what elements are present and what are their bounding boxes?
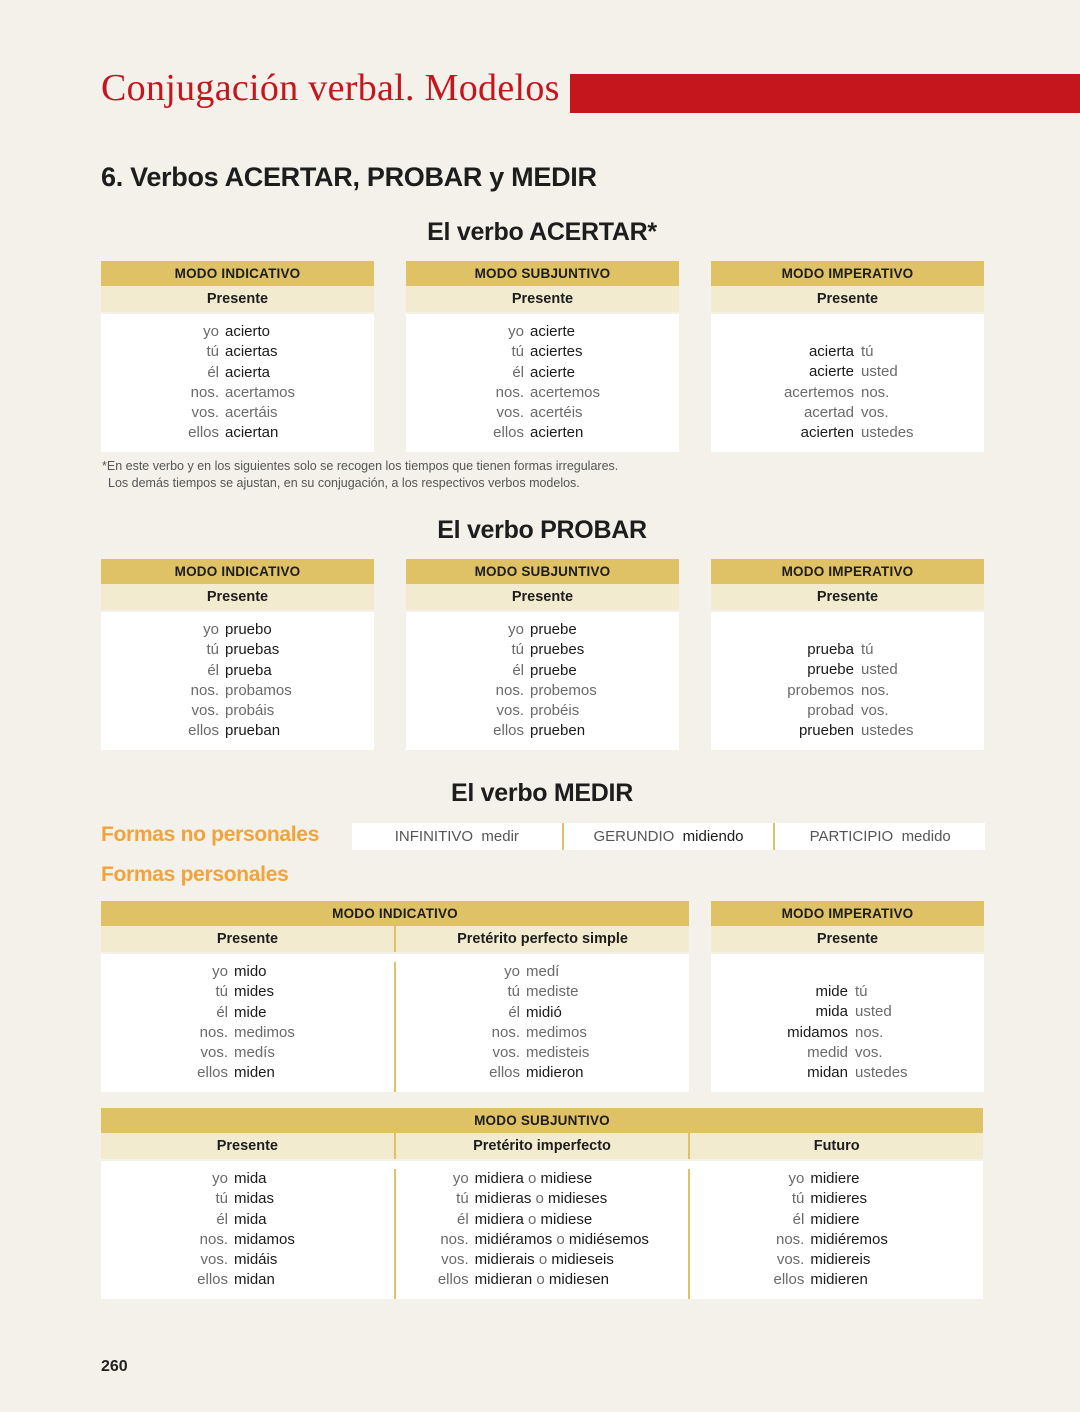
conjugation-row: [396, 1003, 689, 1023]
conjugation-row: [101, 322, 374, 342]
verb-form: midamos: [787, 1023, 848, 1041]
verb-form: midiéremos: [810, 1230, 888, 1248]
conjugation-list: [711, 954, 984, 1092]
pronoun: vos.: [191, 702, 219, 720]
tense-header-row: [101, 926, 689, 952]
verb-form: medid: [807, 1043, 848, 1061]
pronoun: tú: [507, 983, 520, 1001]
conjugation-list: [406, 314, 679, 452]
conjugation-row: [406, 640, 679, 660]
conjugation-row: [711, 681, 984, 701]
pronoun: nos.: [861, 383, 890, 401]
pronoun: vos.: [855, 1043, 883, 1061]
pronoun: nos.: [190, 681, 219, 699]
verb-form: midieseis: [551, 1251, 614, 1269]
or-separator: o: [556, 1230, 565, 1248]
conjugation-row: [406, 322, 679, 342]
verb-form: aciertes: [530, 343, 583, 361]
gerundio-label: GERUNDIO: [593, 828, 675, 845]
verb-form: acierten: [800, 424, 854, 442]
conjugation-row: [690, 1230, 983, 1250]
verb-form: midan: [807, 1064, 848, 1082]
pronoun: nos.: [855, 1023, 884, 1041]
tense-header: Presente: [101, 286, 374, 312]
conjugation-row: [101, 962, 394, 982]
acertar-subjuntivo-card: [406, 261, 679, 452]
pronoun: él: [216, 1210, 228, 1228]
page-number: 260: [101, 1358, 128, 1375]
conjugation-row: [101, 1023, 394, 1043]
presente-column: [101, 962, 394, 1092]
conjugation-row: [711, 362, 984, 382]
pronoun: él: [207, 363, 219, 381]
verb-form: aciertas: [225, 343, 278, 361]
verb-form: mide: [815, 983, 848, 1000]
conjugation-row: [101, 1270, 394, 1290]
pronoun: vos.: [496, 702, 524, 720]
verb-form: probéis: [530, 702, 580, 720]
pronoun: él: [508, 1003, 520, 1021]
participio-value: medido: [901, 828, 951, 845]
conjugation-list: [711, 314, 984, 452]
conjugation-row: [711, 383, 984, 403]
conjugation-row: [396, 1043, 689, 1063]
pronoun: vos.: [191, 404, 219, 422]
pronoun: ellos: [188, 722, 219, 740]
verb-form: mediste: [526, 983, 579, 1001]
conjugation-row: [101, 681, 374, 701]
verb-form: acertéis: [530, 404, 583, 422]
conjugation-row: [396, 1250, 689, 1270]
pronoun: yo: [203, 323, 219, 340]
pronoun: él: [512, 661, 524, 679]
verb-form: midas: [234, 1190, 275, 1208]
probar-title: El verbo PROBAR: [437, 516, 647, 544]
verb-form: mida: [815, 1003, 848, 1021]
conjugation-row: [711, 1002, 984, 1022]
pronoun: usted: [855, 1003, 892, 1021]
pronoun: nos.: [199, 1023, 228, 1041]
verb-form: probad: [807, 701, 854, 719]
conjugation-columns: [101, 954, 689, 1092]
verb-form: midiereis: [810, 1251, 871, 1269]
verb-form: miden: [234, 1064, 275, 1082]
pronoun: vos.: [492, 1044, 520, 1062]
conjugation-row: [406, 363, 679, 383]
tense-header: Presente: [101, 584, 374, 610]
pronoun: yo: [203, 621, 219, 638]
conjugation-columns: [101, 1161, 983, 1299]
verb-form: midieran: [474, 1271, 533, 1289]
conjugation-row: [101, 383, 374, 403]
verb-form: medís: [234, 1044, 275, 1062]
formas-personales-heading: Formas personales: [101, 863, 289, 886]
futuro-column: [688, 1169, 983, 1299]
conjugation-row: [101, 1230, 394, 1250]
conjugation-row: [396, 1023, 689, 1043]
conjugation-row: [101, 1169, 394, 1189]
pronoun: ellos: [197, 1271, 228, 1289]
pronoun: nos.: [495, 681, 524, 699]
conjugation-row: [690, 1210, 983, 1230]
verb-form: medisteis: [526, 1044, 590, 1062]
pronoun: ellos: [437, 1271, 469, 1289]
conjugation-row: [101, 1063, 394, 1083]
page-header-title: Conjugación verbal. Modelos: [101, 67, 560, 109]
verb-form: prueben: [798, 722, 854, 740]
verb-form: midiere: [810, 1210, 860, 1228]
presente-column: [101, 1169, 394, 1299]
verb-form: acertamos: [225, 383, 296, 401]
mode-header: MODO IMPERATIVO: [711, 261, 984, 286]
verb-form: medimos: [526, 1023, 587, 1041]
conjugation-row: [406, 681, 679, 701]
pronoun: usted: [861, 363, 898, 381]
pronoun: tú: [206, 641, 219, 659]
conjugation-row: [101, 721, 374, 741]
or-separator: o: [538, 1251, 548, 1269]
conjugation-list: [711, 612, 984, 750]
gerundio-cell: [564, 823, 776, 850]
pronoun: nos.: [861, 681, 890, 699]
verb-form: mide: [234, 1003, 267, 1021]
conjugation-row: [101, 1210, 394, 1230]
or-separator: o: [528, 1170, 537, 1187]
pronoun: nos.: [495, 383, 524, 401]
section-title: 6. Verbos ACERTAR, PROBAR y MEDIR: [101, 162, 597, 192]
conjugation-row: [711, 660, 984, 680]
pronoun: nos.: [775, 1230, 805, 1248]
conjugation-row: [711, 982, 984, 1002]
verb-form: acertemos: [783, 383, 854, 401]
verb-form: prueba: [225, 661, 272, 679]
verb-form: midiese: [540, 1170, 593, 1187]
verb-form: acierto: [225, 323, 271, 340]
conjugation-list: [101, 612, 374, 750]
verb-form: aciertan: [225, 424, 279, 442]
conjugation-row: [711, 1043, 984, 1063]
conjugation-row: [711, 403, 984, 423]
footnote-line: *En este verbo y en los siguientes solo se recogen los tiempos que tienen formas irregulares.: [102, 459, 619, 473]
verb-form: midiéramos: [474, 1230, 553, 1248]
verb-form: pruebas: [225, 641, 280, 659]
mode-header: MODO INDICATIVO: [101, 261, 374, 286]
pronoun: yo: [788, 1170, 805, 1187]
mode-header: MODO IMPERATIVO: [711, 901, 984, 926]
conjugation-row: [101, 1003, 394, 1023]
conjugation-row: [711, 721, 984, 741]
conjugation-row: [711, 701, 984, 721]
verb-form: midieron: [526, 1064, 584, 1082]
verb-form: mides: [234, 983, 275, 1001]
participio-label: PARTICIPIO: [809, 828, 894, 845]
tense-header: Presente: [101, 1133, 394, 1159]
conjugation-row: [396, 1189, 689, 1209]
mode-header: MODO SUBJUNTIVO: [406, 559, 679, 584]
conjugation-row: [690, 1189, 983, 1209]
tense-header: Presente: [406, 584, 679, 610]
conjugation-row: [101, 620, 374, 640]
pronoun: ellos: [773, 1271, 805, 1289]
pronoun: yo: [212, 963, 228, 980]
pronoun: tú: [215, 1190, 228, 1208]
verb-form: acierte: [808, 363, 854, 381]
pronoun: vos.: [200, 1251, 228, 1269]
tense-header: Futuro: [688, 1133, 983, 1159]
pronoun: vos.: [861, 701, 889, 719]
conjugation-row: [690, 1250, 983, 1270]
imperfecto-column: [394, 1169, 689, 1299]
formas-no-personales-bar: [352, 823, 985, 850]
or-separator: o: [528, 1210, 537, 1228]
conjugation-row: [711, 1063, 984, 1083]
verb-form: midiera: [474, 1210, 524, 1228]
pronoun: ellos: [493, 722, 524, 740]
pronoun: nos.: [440, 1230, 469, 1248]
header-red-bar: [570, 74, 1080, 113]
pronoun: vos.: [441, 1251, 469, 1269]
conjugation-row: [396, 962, 689, 982]
verb-form: midierais: [474, 1251, 535, 1269]
conjugation-row: [711, 640, 984, 660]
acertar-title: El verbo ACERTAR*: [427, 218, 657, 246]
verb-form: midieren: [810, 1271, 868, 1289]
tense-header: Presente: [711, 926, 984, 952]
pronoun: ustedes: [861, 424, 914, 442]
pronoun: tú: [791, 1190, 805, 1208]
pronoun: nos.: [190, 383, 219, 401]
verb-form: midieras: [474, 1190, 532, 1208]
medir-subjuntivo-table: [101, 1108, 983, 1299]
conjugation-row: [101, 1250, 394, 1270]
acertar-imperativo-card: [711, 261, 984, 452]
pronoun: nos.: [199, 1230, 228, 1248]
verb-form: midiera: [474, 1170, 524, 1187]
pronoun: él: [207, 661, 219, 679]
or-separator: o: [535, 1190, 544, 1208]
verb-form: probemos: [530, 681, 597, 699]
pronoun: vos.: [861, 403, 889, 421]
verb-form: midieses: [548, 1190, 608, 1208]
pronoun: él: [792, 1210, 805, 1228]
pronoun: yo: [212, 1170, 228, 1187]
mode-header: MODO SUBJUNTIVO: [101, 1108, 983, 1133]
conjugation-row: [101, 1189, 394, 1209]
verb-form: probamos: [225, 681, 292, 699]
pronoun: ellos: [188, 424, 219, 442]
conjugation-row: [101, 403, 374, 423]
verb-form: medí: [526, 963, 560, 980]
verb-form: acierte: [530, 323, 576, 340]
conjugation-row: [711, 342, 984, 362]
verb-form: pruebo: [225, 621, 272, 638]
pronoun: yo: [452, 1170, 469, 1187]
mode-header: MODO IMPERATIVO: [711, 559, 984, 584]
probar-indicativo-card: [101, 559, 374, 750]
verb-form: midamos: [234, 1230, 295, 1248]
conjugation-row: [101, 982, 394, 1002]
verb-form: mida: [234, 1170, 267, 1187]
probar-imperativo-card: [711, 559, 984, 750]
conjugation-row: [690, 1270, 983, 1290]
verb-form: prueban: [225, 722, 281, 740]
medir-indicativo-table: [101, 901, 689, 1092]
pronoun: él: [216, 1003, 228, 1021]
pronoun: tú: [511, 641, 524, 659]
conjugation-row: [396, 1210, 689, 1230]
conjugation-row: [406, 383, 679, 403]
pronoun: nos.: [491, 1023, 520, 1041]
conjugation-row: [101, 661, 374, 681]
pronoun: vos.: [200, 1044, 228, 1062]
verb-form: mido: [234, 963, 267, 980]
conjugation-row: [101, 342, 374, 362]
conjugation-row: [101, 423, 374, 443]
infinitivo-label: INFINITIVO: [394, 828, 474, 845]
pronoun: yo: [508, 621, 524, 638]
conjugation-row: [406, 661, 679, 681]
pronoun: ustedes: [855, 1064, 908, 1082]
conjugation-row: [396, 1169, 689, 1189]
mode-header: MODO INDICATIVO: [101, 559, 374, 584]
verb-form: probáis: [225, 702, 275, 720]
tense-header: Presente: [711, 584, 984, 610]
tense-header: Presente: [711, 286, 984, 312]
conjugation-row: [711, 423, 984, 443]
pronoun: ustedes: [861, 722, 914, 740]
verb-form: acertemos: [530, 383, 601, 401]
verb-form: pruebe: [530, 621, 577, 638]
pronoun: usted: [861, 661, 898, 679]
pronoun: tú: [215, 983, 228, 1001]
verb-form: midieres: [810, 1190, 868, 1208]
conjugation-row: [406, 403, 679, 423]
verb-form: acierte: [530, 363, 576, 381]
verb-form: prueben: [530, 722, 586, 740]
medir-imperativo-card: [711, 901, 984, 1092]
conjugation-row: [406, 342, 679, 362]
pronoun: ellos: [197, 1064, 228, 1082]
conjugation-row: [406, 721, 679, 741]
verb-form: mida: [234, 1210, 267, 1228]
pronoun: tú: [511, 343, 524, 361]
footnote: [102, 458, 618, 492]
pronoun: tú: [206, 343, 219, 361]
tense-header: Pretérito imperfecto: [394, 1133, 689, 1159]
pronoun: tú: [861, 641, 874, 658]
footnote-line: Los demás tiempos se ajustan, en su conjugación, a los respectivos verbos modelos.: [108, 476, 580, 490]
conjugation-list: [406, 612, 679, 750]
verb-form: acertad: [803, 403, 854, 421]
conjugation-row: [406, 423, 679, 443]
mode-header: MODO SUBJUNTIVO: [406, 261, 679, 286]
verb-form: probemos: [787, 681, 854, 699]
tense-header: Presente: [406, 286, 679, 312]
verb-form: pruebe: [807, 661, 854, 679]
tense-header-row: [101, 1133, 983, 1159]
pronoun: yo: [508, 323, 524, 340]
perfecto-column: [394, 962, 689, 1092]
verb-form: midiese: [540, 1210, 593, 1228]
pronoun: tú: [456, 1190, 469, 1208]
infinitivo-cell: [352, 823, 564, 850]
verb-form: acierta: [808, 343, 854, 360]
conjugation-row: [396, 1270, 689, 1290]
verb-form: pruebes: [530, 641, 585, 659]
pronoun: él: [456, 1210, 469, 1228]
pronoun: vos.: [776, 1251, 805, 1269]
participio-cell: [775, 823, 985, 850]
conjugation-row: [101, 1043, 394, 1063]
pronoun: vos.: [496, 404, 524, 422]
pronoun: tú: [861, 343, 874, 360]
pronoun: ellos: [489, 1064, 520, 1082]
conjugation-row: [101, 640, 374, 660]
gerundio-value: midiendo: [682, 828, 744, 845]
probar-subjuntivo-card: [406, 559, 679, 750]
or-separator: o: [536, 1271, 545, 1289]
conjugation-row: [396, 1230, 689, 1250]
pronoun: tú: [855, 983, 868, 1000]
pronoun: ellos: [493, 424, 524, 442]
conjugation-list: [101, 314, 374, 452]
conjugation-row: [396, 1063, 689, 1083]
medir-title: El verbo MEDIR: [451, 779, 633, 807]
verb-form: midiésemos: [568, 1230, 649, 1248]
verb-form: midáis: [234, 1251, 278, 1269]
pronoun: yo: [504, 963, 520, 980]
formas-no-personales-heading: Formas no personales: [101, 823, 320, 846]
tense-header: Pretérito perfecto simple: [394, 926, 689, 952]
tense-header: Presente: [101, 926, 394, 952]
conjugation-row: [406, 620, 679, 640]
verb-form: acertáis: [225, 404, 278, 422]
verb-form: prueba: [807, 641, 854, 658]
verb-form: acierta: [225, 363, 271, 381]
conjugation-row: [101, 363, 374, 383]
verb-form: medimos: [234, 1023, 295, 1041]
verb-form: midan: [234, 1271, 275, 1289]
verb-form: pruebe: [530, 661, 577, 679]
pronoun: él: [512, 363, 524, 381]
conjugation-row: [101, 701, 374, 721]
conjugation-row: [690, 1169, 983, 1189]
infinitivo-value: medir: [481, 828, 519, 845]
conjugation-row: [711, 1023, 984, 1043]
mode-header: MODO INDICATIVO: [101, 901, 689, 926]
verb-form: midió: [526, 1003, 562, 1021]
acertar-indicativo-card: [101, 261, 374, 452]
conjugation-row: [406, 701, 679, 721]
verb-form: midiere: [810, 1170, 860, 1187]
verb-form: midiesen: [548, 1271, 609, 1289]
verb-form: acierten: [530, 424, 584, 442]
conjugation-row: [396, 982, 689, 1002]
